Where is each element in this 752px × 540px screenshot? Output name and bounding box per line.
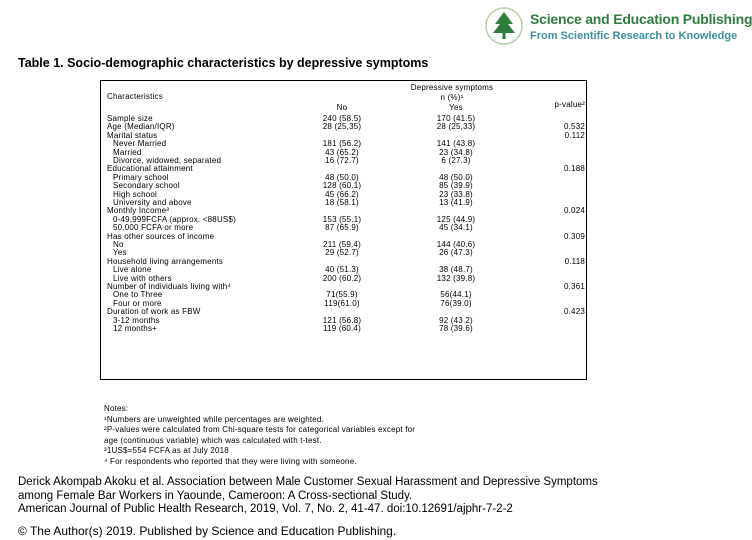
row-no-value: 40 (51.3)	[325, 265, 359, 275]
row-label: One to Three	[113, 290, 163, 300]
row-yes-value: 92 (43.2)	[439, 315, 473, 325]
notes-line: ¹Numbers are unweighted while percentages are weighted.	[104, 414, 325, 424]
row-no-value: 16 (72.7)	[325, 156, 359, 165]
row-p-value: 0.118	[564, 256, 585, 266]
header-characteristics: Characteristics	[107, 92, 163, 101]
row-label: Secondary school	[113, 181, 180, 191]
row-yes-value: 132 (39.8)	[436, 273, 476, 283]
row-label: University and above	[113, 198, 192, 207]
citation-line: Derick Akompab Akoku et al. Association between Male Customer Sexual Harassment and Depressive Symptoms	[18, 476, 598, 488]
row-label: Has other sources of income	[107, 231, 215, 241]
row-p-value: 0.024	[563, 206, 585, 216]
data-table	[100, 80, 587, 380]
row-label: Age (Median/IQR)	[107, 122, 175, 132]
row-yes-value: 85 (39.9)	[439, 181, 473, 191]
row-no-value: 119(61.0)	[324, 298, 360, 308]
row-no-value: 43 (65.2)	[325, 147, 359, 157]
header-p-value: p-value²	[554, 100, 585, 109]
row-p-value: 0.361	[563, 282, 585, 291]
row-yes-value: 6 (27.3)	[441, 156, 471, 165]
row-yes-value: 38 (48.7)	[439, 265, 473, 275]
table-notes	[104, 404, 415, 468]
row-p-value: 0.532	[563, 122, 585, 132]
row-label: Four or more	[113, 298, 162, 308]
publisher-logo	[484, 6, 752, 50]
row-yes-value: 23 (34.8)	[439, 147, 473, 157]
publisher-tagline: From Scientific Research to Knowledge	[530, 30, 738, 42]
row-yes-value: 125 (44.9)	[436, 214, 476, 224]
row-p-value: 0.309	[563, 231, 585, 241]
notes-line: ³1US$=554 FCFA as at July 2018	[104, 446, 229, 456]
notes-line: ²P-values were calculated from Chi-square tests for categorical variables except for	[104, 425, 416, 435]
row-label: Marital status	[107, 130, 158, 140]
notes-line: Notes:	[104, 404, 129, 413]
row-p-value: 0.112	[564, 130, 585, 140]
row-p-value: 0.423	[563, 307, 585, 317]
row-no-value: 48 (50.0)	[325, 172, 359, 182]
row-yes-value: 78 (39.6)	[439, 324, 473, 333]
row-label: High school	[113, 189, 158, 199]
row-no-value: 119 (60.4)	[323, 324, 361, 333]
row-p-value: 0.188	[563, 164, 585, 174]
row-no-value: 181 (56.2)	[322, 139, 362, 149]
row-no-value: 153 (55.1)	[322, 214, 362, 224]
row-no-value: 45 (66.2)	[325, 189, 359, 199]
row-yes-value: 76(39.0)	[440, 298, 472, 308]
header-depressive-symptoms: Depressive symptoms	[410, 83, 494, 92]
publisher-tree-icon	[484, 6, 524, 46]
citation	[18, 476, 598, 517]
row-yes-value: 45 (34.1)	[439, 223, 473, 233]
row-yes-value: 26 (47.3)	[439, 248, 473, 258]
copyright-notice: © The Author(s) 2019. Published by Science and Education Publishing.	[18, 524, 397, 538]
notes-line: ⁴ For respondents who reported that they were living with someone.	[104, 456, 357, 466]
notes-line: age (continuous variable) which was calculated with t-test.	[104, 435, 322, 445]
row-no-value: 18 (58.1)	[325, 198, 359, 207]
row-no-value: 121 (56.8)	[322, 315, 362, 325]
row-label: Monthly Income³	[107, 206, 170, 216]
row-label: Divorce, widowed, separated	[113, 156, 222, 165]
publisher-name: Science and Education Publishing	[530, 11, 752, 27]
row-label: 50,000 FCFA or more	[113, 223, 194, 233]
row-no-value: 211 (59.4)	[323, 240, 361, 249]
row-yes-value: 141 (43.8)	[436, 139, 476, 149]
row-no-value: 71(55.9)	[326, 290, 358, 300]
row-label: Duration of work as FBW	[107, 307, 201, 317]
row-label: 12 months+	[113, 324, 158, 333]
row-yes-value: 170 (41.5)	[436, 114, 476, 123]
row-label: 0-49,999FCFA (approx. <88US$)	[113, 214, 236, 224]
row-label: No	[113, 240, 124, 249]
row-no-value: 200 (60.2)	[322, 273, 362, 283]
row-yes-value: 56(44.1)	[440, 290, 472, 300]
row-no-value: 240 (58.5)	[322, 114, 362, 123]
header-no: No	[336, 103, 348, 112]
row-yes-value: 13 (41.9)	[439, 198, 473, 207]
row-label: Household living arrangements	[107, 256, 224, 266]
header-unit: n (%)¹	[440, 93, 464, 102]
row-label: 3-12 months	[113, 315, 160, 325]
row-no-value: 28 (25,35)	[322, 122, 362, 132]
row-no-value: 29 (52.7)	[325, 248, 359, 258]
row-yes-value: 48 (50.0)	[439, 172, 473, 182]
row-yes-value: 28 (25,33)	[436, 122, 476, 132]
row-no-value: 87 (65.9)	[325, 223, 359, 233]
citation-line: American Journal of Public Health Research, 2019, Vol. 7, No. 2, 41-47. doi:10.12691/ajphr-7-2-2	[18, 503, 513, 516]
row-label: Number of individuals living with⁴	[107, 282, 232, 291]
header-yes: Yes	[449, 103, 463, 112]
row-label: Yes	[113, 248, 127, 258]
row-label: Never Married	[113, 139, 167, 149]
row-label: Sample size	[107, 114, 153, 123]
row-label: Live alone	[113, 265, 152, 275]
row-label: Married	[113, 147, 142, 157]
table-title: Table 1. Socio-demographic characteristics by depressive symptoms	[18, 56, 429, 70]
citation-line: among Female Bar Workers in Yaounde, Cameroon: A Cross-sectional Study.	[18, 489, 413, 502]
row-label: Primary school	[113, 172, 169, 182]
row-no-value: 128 (60.1)	[322, 181, 362, 191]
row-label: Educational attainment	[107, 164, 193, 174]
row-label: Live with others	[113, 273, 172, 283]
row-yes-value: 23 (33.8)	[439, 189, 473, 199]
row-yes-value: 144 (40.6)	[436, 240, 476, 249]
